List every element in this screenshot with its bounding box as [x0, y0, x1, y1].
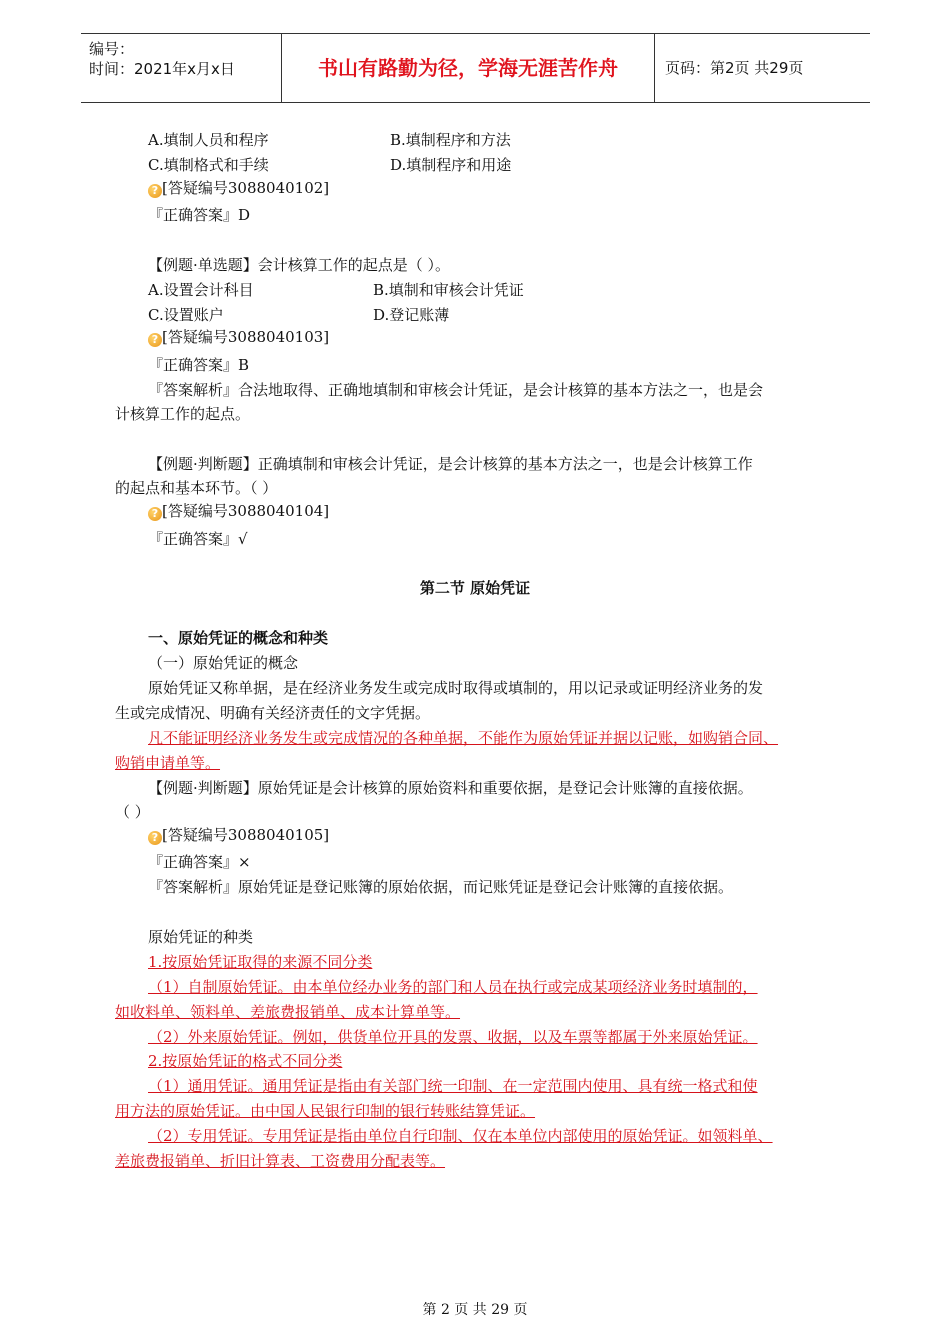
q1-option-c: C.填制格式和手续	[148, 156, 269, 174]
q4-qid-text: [答疑编号3088040105]	[162, 826, 330, 844]
q2-qid-text: [答疑编号3088040103]	[162, 328, 330, 346]
section-title: 第二节 原始凭证	[419, 579, 531, 597]
q4-analysis: 『答案解析』原始凭证是登记账簿的原始依据，而记账凭证是登记会计账簿的直接依据。	[148, 878, 734, 896]
header-number-label: 编号：	[89, 40, 135, 58]
type-category-1: 1.按原始凭证取得的来源不同分类	[148, 953, 373, 971]
q3-answer: 『正确答案』√	[148, 530, 248, 548]
q2-option-d: D.登记账薄	[373, 306, 450, 324]
q2-analysis-line-1: 『答案解析』合法地取得、正确地填制和审核会计凭证，是会计核算的基本方法之一，也是会	[148, 381, 764, 399]
q3-stem-line-1: 【例题·判断题】正确填制和审核会计凭证，是会计核算的基本方法之一，也是会计核算工作	[148, 455, 753, 473]
q3-stem-line-2: 的起点和基本环节。（ ）	[115, 479, 278, 497]
highlight-note-line-2: 购销申请单等。	[115, 754, 221, 772]
question-mark-icon: ?	[148, 184, 162, 198]
type-1a-line-2: 如收料单、领料单、差旅费报销单、成本计算单等。	[115, 1003, 461, 1021]
q1-qid-text: [答疑编号3088040102]	[162, 179, 330, 197]
type-1b: （2）外来原始凭证。例如，供货单位开具的发票、收据，以及车票等都属于外来原始凭证。	[148, 1028, 758, 1046]
subheading-concept: （一）原始凭证的概念	[148, 654, 299, 672]
header-meta	[81, 34, 282, 102]
heading-concept-and-types: 一、原始凭证的概念和种类	[148, 629, 329, 647]
type-2a-line-1: （1）通用凭证。通用凭证是指由有关部门统一印制、在一定范围内使用、具有统一格式和使	[148, 1077, 758, 1095]
header-motto: 书山有路勤为径，学海无涯苦作舟	[282, 34, 655, 102]
q2-answer: 『正确答案』B	[148, 356, 250, 374]
header-time-label: 时间：2021年x月x日	[89, 60, 235, 78]
q3-question-id	[148, 501, 329, 521]
q2-option-a: A.设置会计科目	[148, 281, 254, 299]
question-mark-icon: ?	[148, 507, 162, 521]
q1-option-d: D.填制程序和用途	[390, 156, 512, 174]
type-2b-line-1: （2）专用凭证。专用凭证是指由单位自行印制、仅在本单位内部使用的原始凭证。如领料单、	[148, 1127, 773, 1145]
concept-paragraph-line-2: 生或完成情况、明确有关经济责任的文字凭据。	[115, 704, 431, 722]
type-2b-line-2: 差旅费报销单、折旧计算表、工资费用分配表等。	[115, 1152, 446, 1170]
page-footer: 第 2 页 共 29 页	[422, 1302, 528, 1318]
q2-option-b: B.填制和审核会计凭证	[373, 281, 524, 299]
q4-stem-line-2: （ ）	[115, 803, 150, 821]
question-mark-icon: ?	[148, 333, 162, 347]
q2-question-id	[148, 327, 329, 347]
q4-answer: 『正确答案』×	[148, 853, 251, 871]
q2-analysis-line-2: 计核算工作的起点。	[115, 405, 251, 423]
q1-option-b: B.填制程序和方法	[390, 131, 511, 149]
types-title: 原始凭证的种类	[148, 928, 254, 946]
type-1a-line-1: （1）自制原始凭证。由本单位经办业务的部门和人员在执行或完成某项经济业务时填制的，	[148, 978, 758, 996]
type-category-2: 2.按原始凭证的格式不同分类	[148, 1052, 343, 1070]
q1-question-id	[148, 178, 329, 198]
q4-question-id	[148, 825, 329, 845]
q3-qid-text: [答疑编号3088040104]	[162, 502, 330, 520]
q2-stem: 【例题·单选题】会计核算工作的起点是（ ）。	[148, 256, 451, 274]
question-mark-icon: ?	[148, 831, 162, 845]
q2-option-c: C.设置账户	[148, 306, 224, 324]
concept-paragraph-line-1: 原始凭证又称单据，是在经济业务发生或完成时取得或填制的，用以记录或证明经济业务的发	[148, 679, 764, 697]
highlight-note-line-1: 凡不能证明经济业务发生或完成情况的各种单据，不能作为原始凭证并据以记账，如购销合同、	[148, 729, 779, 747]
header-page-label: 页码：第2页 共29页	[665, 59, 804, 77]
type-2a-line-2: 用方法的原始凭证。由中国人民银行印制的银行转账结算凭证。	[115, 1102, 536, 1120]
q1-answer: 『正确答案』D	[148, 206, 251, 224]
q1-option-a: A.填制人员和程序	[148, 131, 269, 149]
q4-stem-line-1: 【例题·判断题】原始凭证是会计核算的原始资料和重要依据，是登记会计账簿的直接依据。	[148, 779, 753, 797]
page-header	[81, 33, 870, 103]
